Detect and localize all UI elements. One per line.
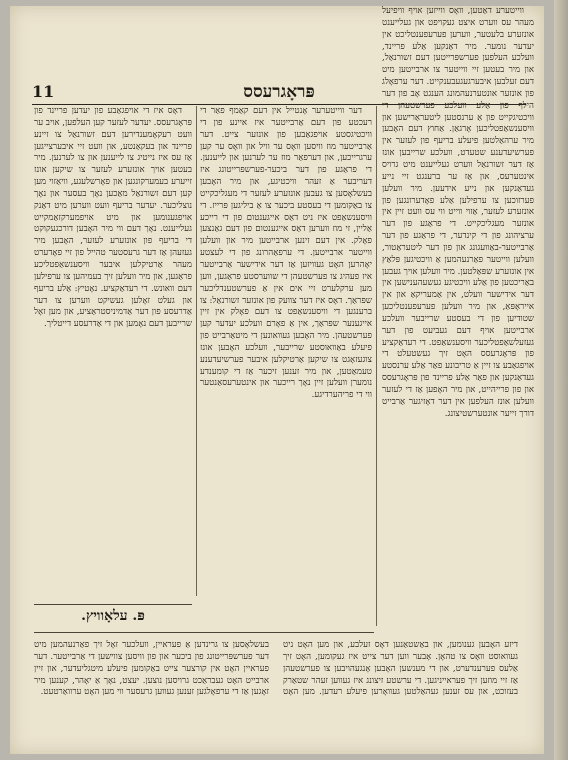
journal-page <box>10 6 544 754</box>
page-number: 11 <box>32 82 55 101</box>
column-right-text: ווייטערע דאַטען, וואָס ווייזען אויף וויפיעל מעהר עס ווערט איצט געקויפט און געלייענט אונזערע בלעטער, ווערען פערעפענטליכט אין יעדער נומער. מיר דאַנקען אַלע פריינד, וועלכע העלפען פערשפּרייטען דעם זשורנאַל, און מיר בעטען זיי ווייטער צו ארבייטען מיט דעם זעלבען איבערגעגעבענקייט. דער ערפאָלג פון אונזער אונטערנעהמונג הענגט אָב פון דער הילף פון אַלע וועלכע פערשטעהן די וויכטיגקייט פון אַ ערנסטען ליטעראַרישען און וויסענשאַפטליכען אָרגאַן. אַחוץ דעם האָבען מיר ערהאַלטען פיעלע בריעף פון לעזער אין פערשיעדענע שטעדט, וועלכע שרייבען אונז אַז דער זשורנאַל ווערט געלייענט מיט גרויס אינטערעס, און אַז ער ברענגט זיי נייע געדאַנקען און נייע אידעען. מיר וועלען פערזוכען צו ערפילען אַלע פאָדערונגען פון אונזערע לעזער, אַזוי ווייט ווי עס וועט זיין אין אונזער מעגליכקייט. די פראַגע פון דער ערציהונג פון די קינדער, די פראַגע פון דער אַרבייטער-באַוועגונג און פון דער ליטעראַטור, וועלען ווייטער פאַרנעהמען אַ וויכטיגען פּלאַץ אין אונזערע שפּאַלטען. מיר וועלען אויך געבען באַריכטען פון אַלע וויכטיגע געשעהענישען אין דער אידישער וועלט, אין אַמעריקאַ און אין אייראָפּאַ, און מיר וועלען פערעפענטליכען שטודיען פון די בעסטע שרייבער וועלכע ארבייטען אויף דעם געביעט פון דער געזעלשאַפטליכער וויסענשאַפט. די רעדאַקציע פון פּראָגרעסס האָט זיך געשטעלט די אויפגאַבע צו זיין אַ טריבונע פאַר אַלע ערנסטע געדאַנקען און פאַר אַלע פריינד פון פּראָגרעסס און פון פרייהייט, און מיר האָפען אַז די לעזער וועלען אונז העלפען אין דער דאָזיגער אַרבייט דורך זייער אונטערשטיצונג. <box>382 6 534 419</box>
section-rule <box>34 604 192 605</box>
column-middle-text: דער ווייטערער אָנטייל אין דעם קאַמף פאַר די רעכטע פון דעם אַרבייטער איז איינע פון די וויכטיגסטע אויפגאַבען פון אונזער צייט. דער אַרבייטער מוז וויסען וואָס ער וויל און וואָס ער קען ערגרייכען, און דערפאַר מוז ער לערנען און לייענען. די פראַגע פון דער ביכער-פערשפּרייטונג איז דעריבער אַ זעהר וויכטיגע, און מיר האָבען בעשלאָסען צו געבען אונזערע לעזער די מעגליכקייט צו באַקומען די בעסטע ביכער צו אַ ביליגען פּרייז. די וויסענשאַפט איז ניט דאַס אייגענטום פון די רייכע אַליין, זי מוז ווערען דאַס אייגענטום פון דעם גאַנצען פאָלק. אין דעם זינען ארבייטען מיר און וועלען ווייטער ארבייטען. די ערפאַהרונג פון די לעצטע יאָהרען האָט געוויזען אַז דער אידישער אַרבייטער איז פעהיג צו פערשטעהן די שווערסטע פראַגען, ווען מען ערקלערט זיי אים אין אַ פערשטענדליכער שפּראַך. דאָס איז דער צוועק פון אונזער זשורנאַל: צו ברענגען די וויסענשאַפט צו דעם פאָלק אין זיין אייגענער שפּראַך, אין אַ פאָרם וועלכע יעדער קען פערשטעהן. מיר האָבען געוואונען די מיטאַרבייט פון פיעלע באַוואוסטע שרייבער, וועלכע האָבען אונז צוגעזאָגט צו שיקען אַרטיקלען איבער פערשיעדענע טעמאַטען, און מיר זענען זיכער אַז די קומענדע נומערן וועלען זיין נאָך רייכער און אינטערעסאַנטער ווי די פריהערדיגע. <box>200 106 372 401</box>
column-left <box>34 106 192 596</box>
lower-section <box>34 640 518 750</box>
running-title: פּראָגרעסס <box>243 82 315 102</box>
column-divider <box>196 106 197 596</box>
binding-edge <box>554 0 568 760</box>
section-title: פּ. עלאָוויץ. <box>81 608 145 624</box>
section-rule <box>34 632 374 633</box>
column-middle <box>200 106 372 626</box>
column-left-text: דאָס איז די אויפגאַבע פון יעדען פריינד פון פּראָגרעסס. יעדער לעזער קען העלפען, אויב ער וועט רעקאָמענדירען דעם זשורנאַל צו זיינע פריינד און בעקאַנטע, און וועט זיי איבערצייגען אַז עס איז נייטיג צו לייענען און צו לערנען. מיר בעטען אויך אונזערע לעזער צו שיקען אונז זייערע בעמערקונגען און פאָרשלעגע, וויאַזוי מען קען דעם זשורנאַל מאַכען נאָך בעסער און נאָך נוצליכער. יעדער בריעף וועט ווערען מיט דאַנק אויפגענומען און מיט אויפמערקזאַמקייט געלייענט. נאָך דעם ווי מיר האָבען דורכגעקוקט די בריעף פון אונזערע לעזער, האָבען מיר געזעהן אַז דער גרעסטער טהייל פון זיי פאָדערט מעהר אַרטיקלען איבער וויסענשאַפטליכע פראַגען, און מיר וועלען זיך בעמיהען צו ערפילען דעם וואונש. די רעדאַקציע. נאָטיץ: אַלע בריעף און געלט זאָלען געשיקט ווערען צו דער אַדרעסע פון דער אַדמיניסטראַציע, און מען זאָל שרייבען דעם נאָמען און די אַדרעסע דייטליך. <box>34 106 192 330</box>
column-right <box>382 6 534 748</box>
lower-section-text: דיזע האָבען גענומען, און באַשטאַנען דאָס זעלבע, און מען האָט ניט געוואוסט וואָס צו טהאָן. אָבער ווען דער צייט איז געקומען, האָט זיך אַלעס פערענדערט, און די מענשען האָבען אָנגעהויבען צו פערשטעהן אַז זיי מוזען זיך פעראייניגען. די ערשטע זיצונג איז געווען זעהר שטאַרק בעזוכט, און עס זענען געהאַלטען געוואָרען פיעלע רעדען. מען האָט בעשלאָסען צו גרינדען אַ פעראיין, וועלכער זאָל זיך פאַרנעהמען מיט דער פערשפּרייטונג פון ביכער און פון וויסען צווישען די אַרבייטער. דער פעראיין האָט אין קורצער צייט באַקומען פיעלע מיטגליעדער, און זיין ארבייט האָט געבראַכט גרויסען נוצען. יעצט, נאָך אַ יאָהר, קענען מיר זאָגען אַז די ערפאָלגען זענען געווען גרעסער ווי מען האָט ערוואַרטעט. <box>34 640 518 698</box>
column-divider <box>376 106 377 626</box>
